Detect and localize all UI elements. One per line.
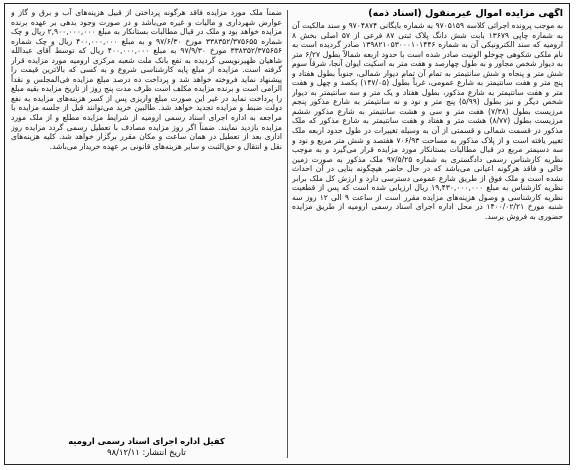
column-divider bbox=[287, 10, 288, 458]
notice-right-column bbox=[292, 8, 563, 460]
notice-signature-block bbox=[11, 436, 282, 458]
notice-left-column bbox=[11, 8, 282, 460]
notice-title: آگهی مزایده اموال غیرمنقول (اسناد ذمه) bbox=[368, 8, 563, 19]
legal-notice bbox=[4, 3, 570, 465]
notice-date: تاریخ انتشار: ۹۸/۱۲/۱۱ bbox=[107, 447, 186, 457]
notice-body-right: به موجب پرونده اجرائی کلاسه ۹۷۰۵۱۵۹ به شماره بایگانی ۹۷۰۴۸۷۴ و سند مالکیت آن به شماره چاپی ۱۳۶۷۹ بابت شش دانگ پلاک ثبتی ۸۷ فرعی از ۵۷ اصلی بخش ۸ ارومیه که سند الکترونیکی آن به شماره ۱۳۹۸۲۱۰۵۳۰۰۰۱۰۱۴۴۶ صادر گردیده است به نام ملکی شکوهی چوخلو الونیت صادر شده است با حدود اربعه شمالاً بطول ۶/۲۷ متر به دیوار شخص مجاور و به طول چهارصد و هفت متر به اسکیت ایوان آنجا، شرقاً سوم شش متر و پنجاه و شش سانتیمتر به تمام آن تمام دیوار شمالی، جنوباً بطول هفتاد و پنج متر و هفت سانتیمتر به شارع عمومی، غرباً بطول (۱۴۷/۰۵) یکصد و چهل و هفت متر و هفت سانتیمتر به شارع مذکور، بطول هفتاد و یک متر و سه سانتیمتر به دیوار شخص دیگر و نیز بطول (۵/۹۹) پنج متر و نود و نه سانتیمتر به شارع مذکور پنجم مرزیست بطول (۷/۳۸) هفت متر و سی و هشت سانتیمتر به شارع مذکور ششم مرزیست بطول (۸/۷۷) هشت متر و هفتاد و هفت سانتیمتر به شارع مذکور که ملک مذکور در قسمت شمالی و قسمتی از آن به وسیله تغییرات در طول حدود اربعه ملک تغییر یافته است و از پلاک مذکور به مساحت ۷۰۶/۹۳ هفتصد و شش متر مربع و نود و سه دسیمتر مربع در قبال مطالبات بستانکار مورد مزایده قرار می‌گیرد و به موجب نظریه کارشناس رسمی دادگستری به شماره ۹۷/۵/۲۵ ملک مذکور به صورت زمین خالی و فاقد هرگونه اعیانی می‌باشد که در حال حاضر هیچگونه بنایی در آن احداث نشده است و ملک فوق از طریق شارع عمومی دسترسی دارد و ارزش کل ملک برابر نظریه کارشناس به مبلغ ۱۹,۴۳۰,۰۰۰,۰۰۰ ریال ارزیابی شده است که پس از قطعیت نظریه کارشناسی و وصول هزینه‌های مزایده مقرر است از ساعت ۹ الی ۱۲ روز سه شنبه مورخ ۱۴۰۰/۰۲/۲۱ در محل اداره اجرای اسناد رسمی ارومیه از طریق مزایده حضوری به فروش برسد. bbox=[292, 21, 563, 221]
notice-body-left: ضمناً ملک مورد مزایده فاقد هرگونه پرداختی از قبیل هزینه‌های آب و برق و گاز و عوارض شهرداری و مالیات و غیره می‌باشد و در صورت وجود بدهی بر عهده برنده مزایده خواهد بود و ملک در قبال مطالبات بستانکار به مبلغ ۲,۹۰۰,۰۰۰,۰۰۰ ریال و چک شماره ۳۳۸۳۵۲/۳۷۵۶۵۵ مورخ ۹۷/۶/۳۰ و به مبلغ ۴۰۰,۰۰۰,۰۰۰ ریال و چک شماره ۳۳۸۳۵۲/۳۷۵۶۵۶ مورخ ۹۷/۹/۳۰ به مبلغ ۴۰۰,۰۰۰,۰۰۰ ریال که توسط آقای عبدالله شاهیان ظهیرنویسی گردیده به نفع بانک ملت شعبه مرکزی ارومیه مورد مزایده قرار گرفته است. مزایده از مبلغ پایه کارشناسی شروع و به کسی که بالاترین قیمت را پیشنهاد نماید فروخته خواهد شد و پرداخت ده درصد مبلغ مزایده فی‌المجلس و نقداً الزامی است و برنده مزایده مکلف است ظرف مدت پنج روز از تاریخ مزایده بقیه مبلغ را پرداخت نماید در غیر این صورت مبلغ واریزی پس از کسر هزینه‌های مزایده به نفع دولت ضبط و مزایده تجدید خواهد شد. طالبین خرید می‌توانند قبل از جلسه مزایده با مراجعه به اداره اجرای اسناد رسمی ارومیه از شرایط مزایده مطلع و از ملک مورد مزایده بازدید نمایند. ضمناً اگر روز مزایده مصادف با تعطیل رسمی گردد مزایده روز اداری بعد از تعطیل در همان ساعت و مکان مقرر برگزار خواهد شد. کلیه هزینه‌های نقل و انتقال و حق‌الثبت و سایر هزینه‌های قانونی بر عهده خریدار می‌باشد. bbox=[11, 8, 282, 151]
notice-signature: کفیل اداره اجرای اسناد رسمی ارومیه bbox=[68, 436, 225, 446]
